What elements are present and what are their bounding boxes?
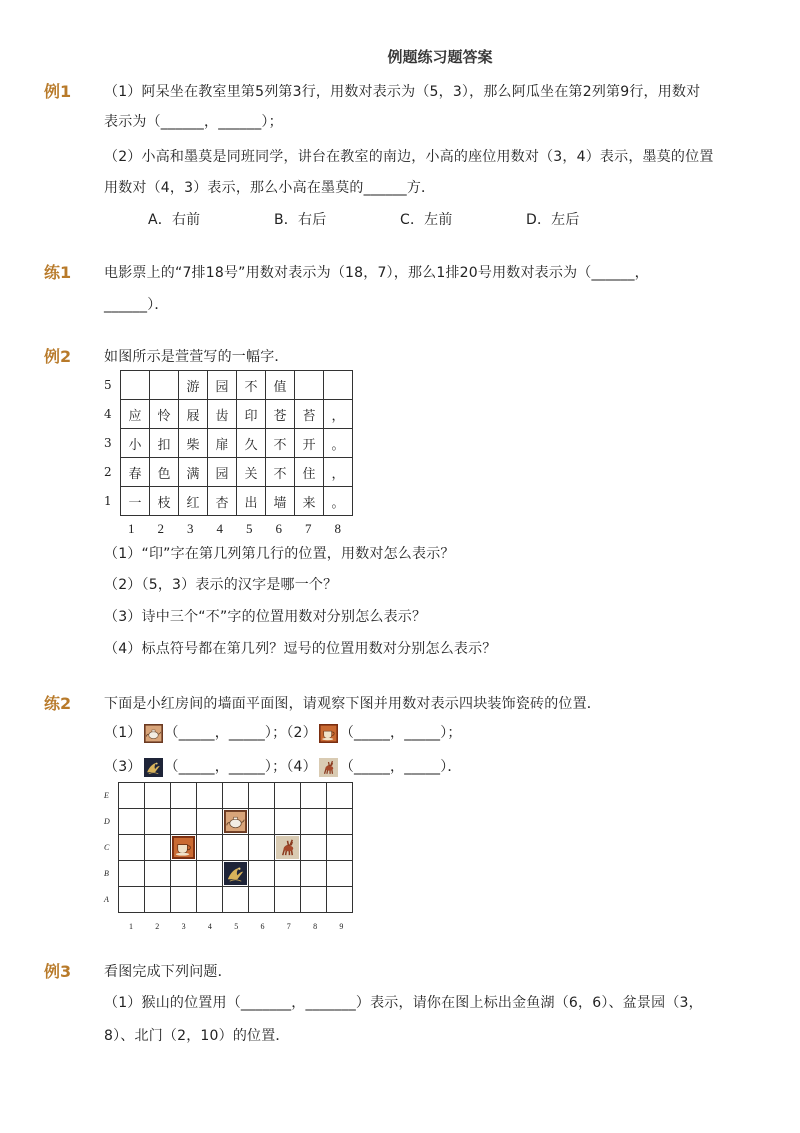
poem-column-number: 4 — [216, 521, 223, 536]
poem-column-numbers — [120, 521, 360, 537]
poem-row-number: 5 — [104, 371, 121, 400]
tile-cell — [197, 887, 223, 913]
poem-cell: 屐 — [179, 400, 208, 429]
tile-row — [104, 835, 353, 861]
tile-column-number: 4 — [207, 922, 212, 931]
poem-row — [104, 458, 353, 487]
tile-cell — [301, 783, 327, 809]
poem-cell: 柴 — [179, 429, 208, 458]
poem-cell: 开 — [295, 429, 324, 458]
teapot-tile-icon — [144, 724, 163, 743]
poem-cell: 苍 — [266, 400, 295, 429]
practice-2-intro: 下面是小红房间的墙面平面图，请观察下图并用数对表示四块装饰瓷砖的位置． — [104, 696, 601, 712]
tile-row-label: A — [104, 887, 119, 913]
choice-c[interactable]: C．左前 — [400, 212, 453, 228]
tile-cell — [249, 887, 275, 913]
tile-row — [104, 861, 353, 887]
poem-cell: ， — [324, 458, 353, 487]
poem-cell: 苔 — [295, 400, 324, 429]
tile-cell — [119, 887, 145, 913]
example-1-q2-line2: 用数对（4，3）表示，那么小高在墨莫的______方． — [104, 180, 436, 196]
tile-cell — [249, 835, 275, 861]
tile-cell — [171, 783, 197, 809]
example-3-intro: 看图完成下列问题． — [104, 964, 232, 980]
tile-cell — [145, 835, 171, 861]
poem-row — [104, 487, 353, 516]
answer-4-blank[interactable]: （_____，_____）． — [339, 759, 462, 775]
cup-tile-icon — [172, 836, 195, 859]
poem-cell: 一 — [121, 487, 150, 516]
tile-cell — [197, 835, 223, 861]
poem-cell: 枝 — [150, 487, 179, 516]
poem-cell: 园 — [208, 458, 237, 487]
tile-cell — [275, 809, 301, 835]
tile-cell — [301, 887, 327, 913]
tile-cell — [145, 887, 171, 913]
deer-tile-icon — [319, 758, 338, 777]
practice-2-answers-row2 — [104, 756, 462, 777]
teapot-tile-icon — [224, 810, 247, 833]
poem-cell: 久 — [237, 429, 266, 458]
tile-cell — [145, 783, 171, 809]
tile-cell — [327, 835, 353, 861]
tile-row — [104, 783, 353, 809]
tile-cell — [197, 783, 223, 809]
poem-cell: 杏 — [208, 487, 237, 516]
choice-d[interactable]: D．左后 — [526, 212, 580, 228]
poem-cell: 游 — [179, 371, 208, 400]
poem-column-number: 7 — [305, 521, 312, 536]
tile-cell — [327, 809, 353, 835]
poem-row-number: 1 — [104, 487, 121, 516]
poem-cell: 不 — [266, 429, 295, 458]
poem-cell — [295, 371, 324, 400]
practice-2-label: 练2 — [44, 694, 72, 713]
tile-row-label: D — [104, 809, 119, 835]
wall-tile-grid — [104, 782, 353, 913]
tile-row-label: E — [104, 783, 119, 809]
poem-row-number: 2 — [104, 458, 121, 487]
tile-cell — [327, 783, 353, 809]
tile-cell — [119, 783, 145, 809]
practice-1-label: 练1 — [44, 263, 72, 282]
poem-column-number: 6 — [275, 521, 282, 536]
example-2-label: 例2 — [44, 347, 72, 366]
tile-column-number: 7 — [286, 922, 291, 931]
bird-tile-icon — [144, 758, 163, 777]
tile-cell — [275, 887, 301, 913]
answer-1-prefix: （1） — [104, 725, 142, 741]
poem-column-number: 8 — [334, 521, 341, 536]
practice-1-line1: 电影票上的“7排18号”用数对表示为（18，7），那么1排20号用数对表示为（______， — [104, 265, 649, 281]
tile-cell — [275, 861, 301, 887]
tile-column-numbers — [122, 922, 362, 934]
tile-cell — [249, 809, 275, 835]
poem-cell: 扉 — [208, 429, 237, 458]
tile-row — [104, 809, 353, 835]
example-2-q2: （2）（5，3）表示的汉字是哪一个？ — [104, 577, 338, 593]
tile-cell — [327, 861, 353, 887]
tile-cell — [145, 861, 171, 887]
poem-cell: 怜 — [150, 400, 179, 429]
answer-1-blank[interactable]: （_____，_____）；（2） — [164, 725, 317, 741]
tile-column-number: 3 — [181, 922, 186, 931]
poem-column-number: 3 — [187, 521, 194, 536]
poem-row-number: 4 — [104, 400, 121, 429]
tile-cell — [223, 835, 249, 861]
poem-row-number: 3 — [104, 429, 121, 458]
poem-cell: 春 — [121, 458, 150, 487]
poem-cell — [121, 371, 150, 400]
tile-cell — [171, 861, 197, 887]
poem-row — [104, 400, 353, 429]
poem-cell: 住 — [295, 458, 324, 487]
tile-row-label: B — [104, 861, 119, 887]
cup-tile-icon — [319, 724, 338, 743]
poem-cell: 不 — [266, 458, 295, 487]
tile-column-number: 9 — [339, 922, 344, 931]
poem-cell: 。 — [324, 429, 353, 458]
tile-cell — [327, 887, 353, 913]
practice-2-answers-row1 — [104, 722, 462, 743]
poem-cell: ， — [324, 400, 353, 429]
poem-cell: 红 — [179, 487, 208, 516]
poem-cell: 不 — [237, 371, 266, 400]
poem-cell: 印 — [237, 400, 266, 429]
poem-cell: 齿 — [208, 400, 237, 429]
tile-cell — [145, 809, 171, 835]
example-2-q4: （4）标点符号都在第几列？逗号的位置用数对分别怎么表示？ — [104, 641, 497, 657]
tile-column-number: 1 — [129, 922, 133, 931]
poem-cell: 扣 — [150, 429, 179, 458]
example-2-intro: 如图所示是萱萱写的一幅字． — [104, 349, 289, 365]
tile-row-label: C — [104, 835, 119, 861]
poem-column-number: 2 — [157, 521, 164, 536]
example-1-q1-line1: （1）阿呆坐在教室里第5列第3行，用数对表示为（5，3），那么阿瓜坐在第2列第9行，用数对 — [104, 84, 701, 100]
poem-cell: 满 — [179, 458, 208, 487]
tile-cell — [119, 809, 145, 835]
poem-cell: 园 — [208, 371, 237, 400]
tile-cell — [223, 809, 249, 835]
tile-cell — [171, 835, 197, 861]
page-title: 例题练习题答案 — [387, 48, 493, 66]
tile-cell — [119, 835, 145, 861]
tile-cell — [301, 861, 327, 887]
example-2-q1: （1）“印”字在第几列第几行的位置，用数对怎么表示？ — [104, 546, 455, 562]
tile-cell — [119, 861, 145, 887]
poem-cell — [150, 371, 179, 400]
example-3-label: 例3 — [44, 962, 72, 981]
poem-cell — [324, 371, 353, 400]
tile-cell — [301, 835, 327, 861]
tile-column-number: 5 — [234, 922, 239, 931]
example-1-label: 例1 — [44, 82, 72, 101]
poem-cell: 出 — [237, 487, 266, 516]
practice-1-line2: ______）． — [104, 297, 169, 313]
tile-cell — [171, 887, 197, 913]
example-3-line1: （1）猴山的位置用（_______，_______）表示，请你在图上标出金鱼湖（6，6）、盆景园（3， — [104, 995, 703, 1011]
poem-row — [104, 371, 353, 400]
poem-cell: 。 — [324, 487, 353, 516]
tile-cell — [223, 887, 249, 913]
poem-cell: 小 — [121, 429, 150, 458]
tile-cell — [249, 783, 275, 809]
tile-cell — [197, 809, 223, 835]
poem-row — [104, 429, 353, 458]
tile-column-number: 8 — [313, 922, 318, 931]
tile-cell — [197, 861, 223, 887]
poem-cell: 值 — [266, 371, 295, 400]
poem-cell: 关 — [237, 458, 266, 487]
tile-row — [104, 887, 353, 913]
tile-cell — [249, 861, 275, 887]
example-3-line2: 8）、北门（2，10）的位置． — [104, 1028, 290, 1044]
poem-cell: 来 — [295, 487, 324, 516]
poem-column-number: 1 — [128, 521, 135, 536]
choice-a[interactable]: A．右前 — [148, 212, 201, 228]
poem-grid — [104, 370, 353, 516]
answer-2-blank[interactable]: （_____，_____）； — [339, 725, 462, 741]
tile-cell — [223, 783, 249, 809]
bird-tile-icon — [224, 862, 247, 885]
poem-cell: 应 — [121, 400, 150, 429]
choice-b[interactable]: B．右后 — [274, 212, 327, 228]
poem-cell: 墙 — [266, 487, 295, 516]
tile-column-number: 6 — [260, 922, 265, 931]
example-1-q1-line2: 表示为（______，______）； — [104, 114, 283, 130]
example-2-q3: （3）诗中三个“不”字的位置用数对分别怎么表示？ — [104, 609, 427, 625]
tile-column-number: 2 — [155, 922, 160, 931]
tile-cell — [223, 861, 249, 887]
poem-cell: 色 — [150, 458, 179, 487]
answer-3-blank[interactable]: （_____，_____）；（4） — [164, 759, 317, 775]
poem-column-number: 5 — [246, 521, 253, 536]
deer-tile-icon — [276, 836, 299, 859]
example-1-q2-line1: （2）小高和墨莫是同班同学，讲台在教室的南边，小高的座位用数对（3，4）表示，墨莫的位置 — [104, 149, 714, 165]
answer-3-prefix: （3） — [104, 759, 142, 775]
tile-cell — [275, 835, 301, 861]
tile-cell — [275, 783, 301, 809]
tile-cell — [171, 809, 197, 835]
tile-cell — [301, 809, 327, 835]
